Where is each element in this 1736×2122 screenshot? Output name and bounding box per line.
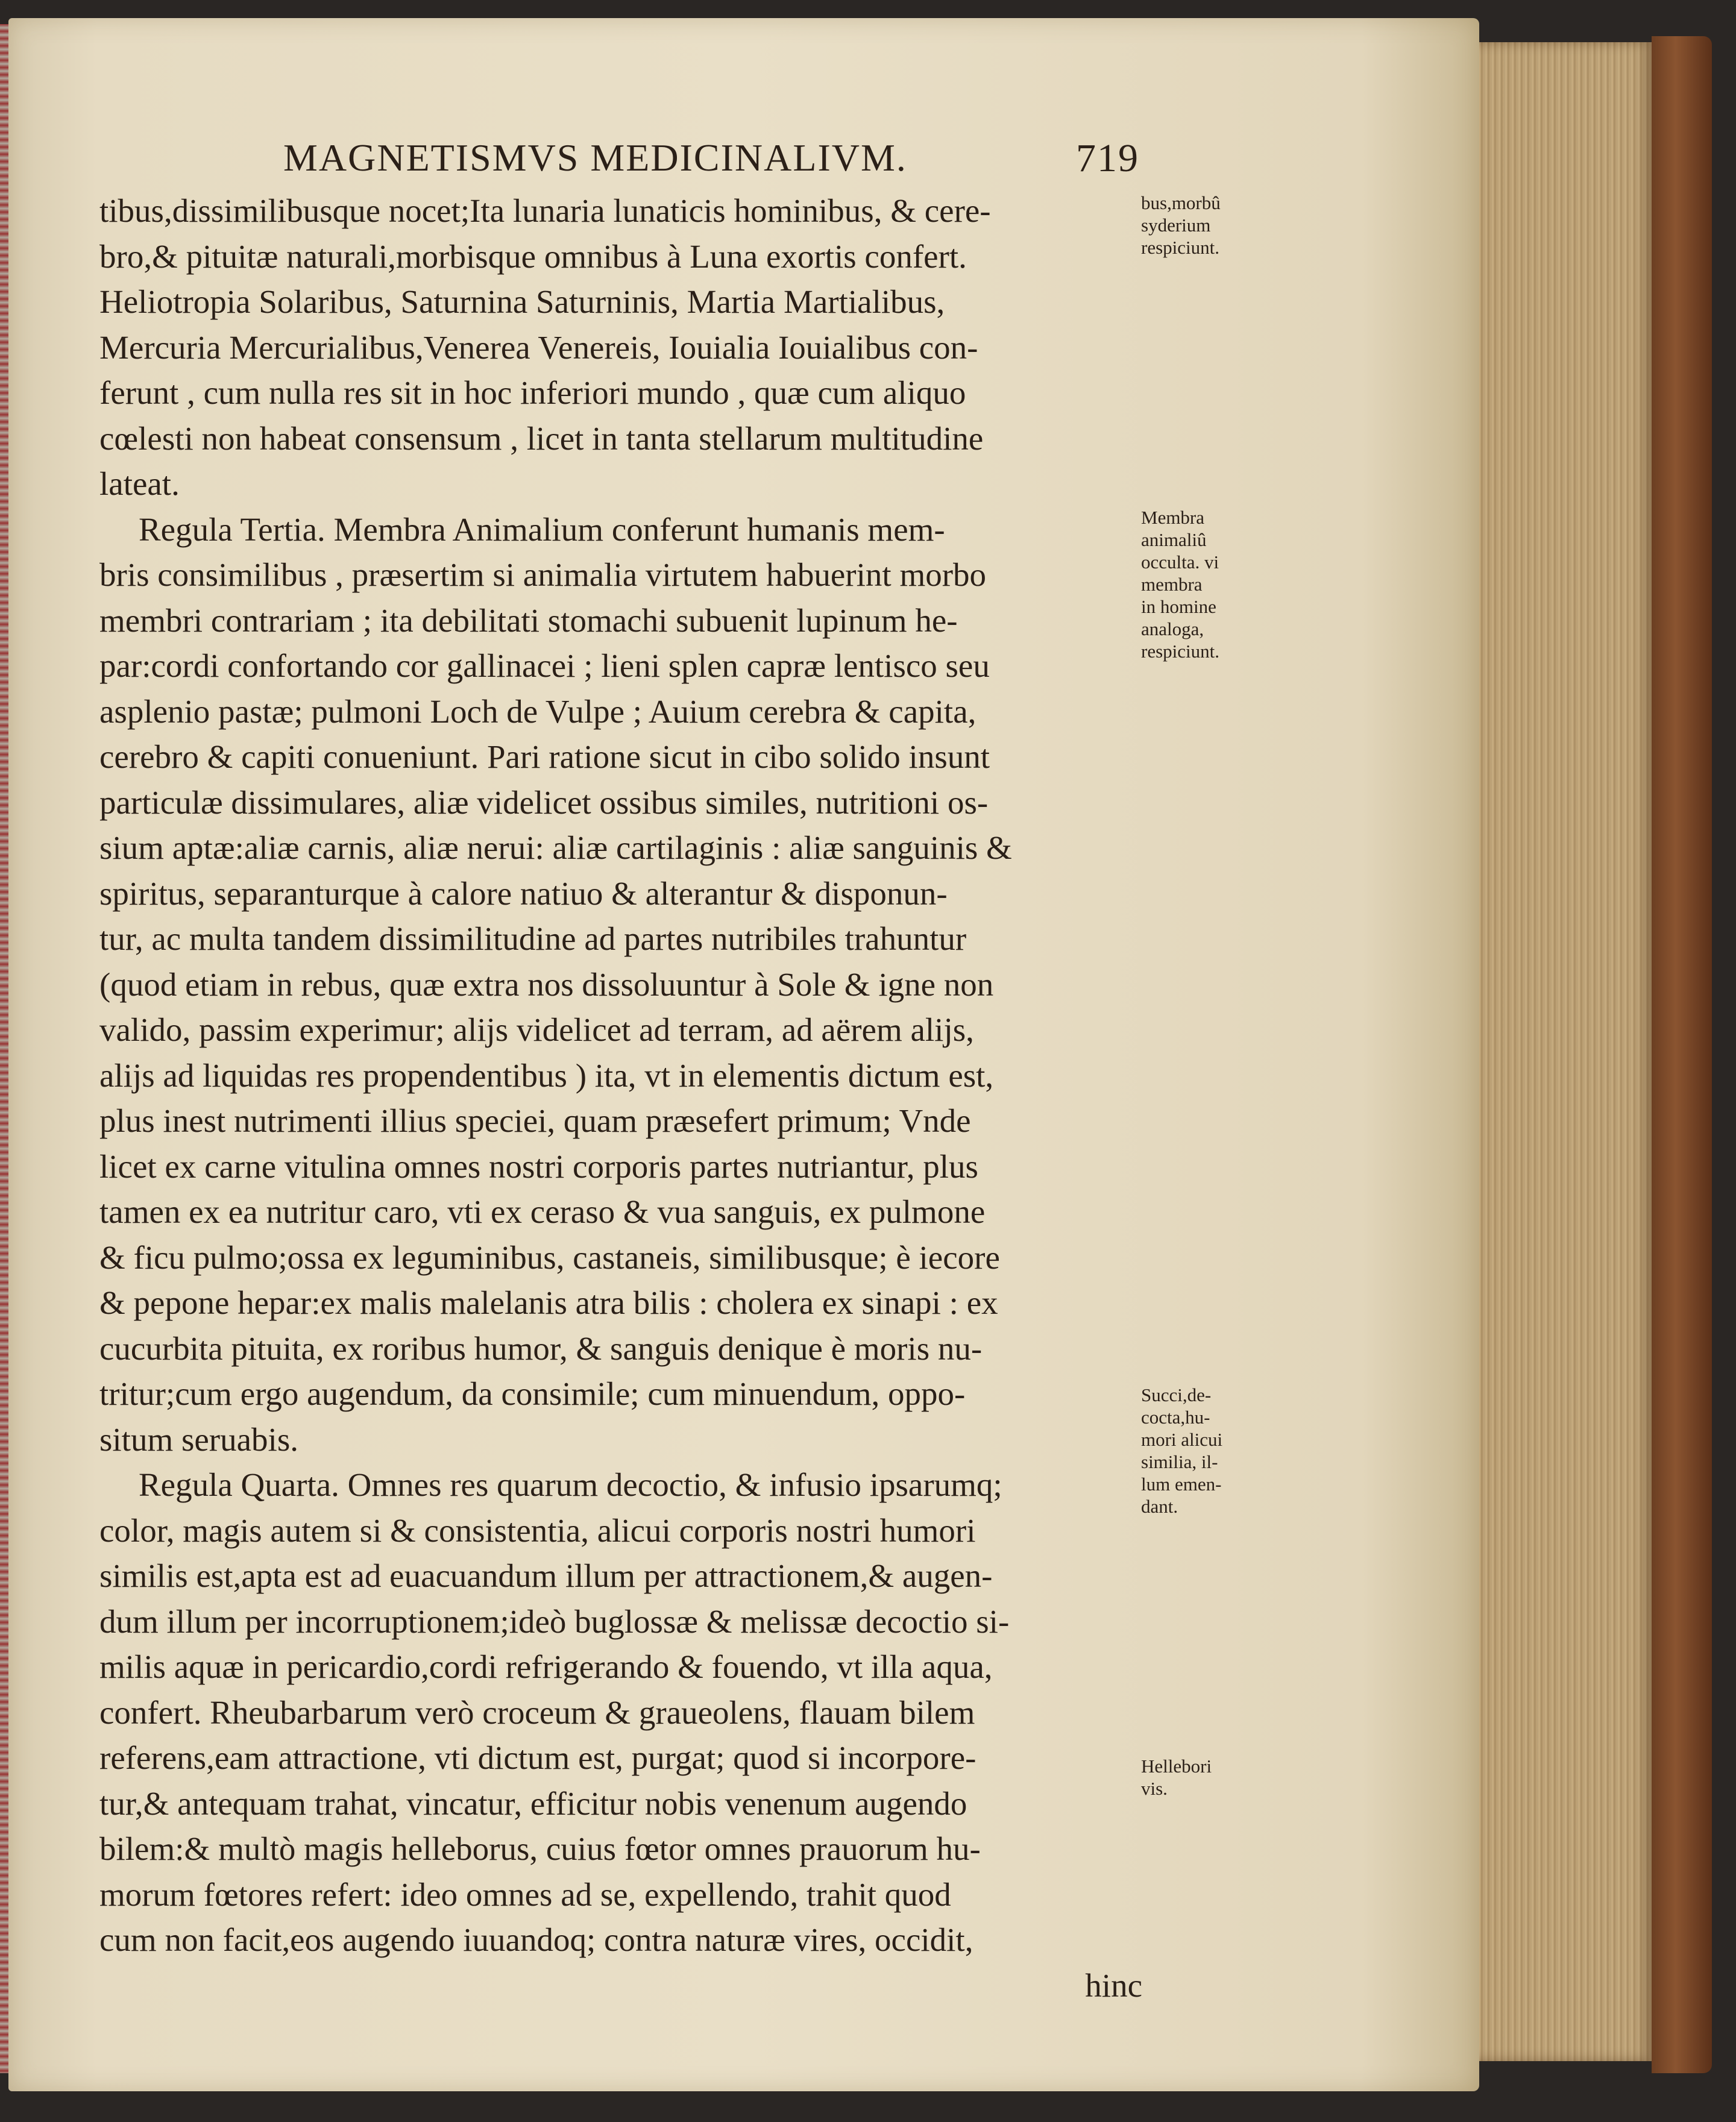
margin-note-4 xyxy=(1141,1755,1292,1800)
text-line: spiritus, separanturque à calore natiuo & alterantur & disponun- xyxy=(99,874,948,912)
margin-note-line: membra xyxy=(1141,574,1203,595)
text-line: ferunt , cum nulla res sit in hoc inferiori mundo , quæ cum aliquo xyxy=(99,374,966,411)
margin-note-line: lum emen- xyxy=(1141,1474,1222,1495)
margin-note-line: dant. xyxy=(1141,1496,1178,1517)
text-line: tibus,dissimilibusque nocet;Ita lunaria lunaticis hominibus, & cere- xyxy=(99,192,991,229)
margin-note-line: Membra xyxy=(1141,507,1205,528)
catchword: hinc xyxy=(1085,1967,1142,2004)
text-line: similis est,apta est ad euacuandum illum per attractionem,& augen- xyxy=(99,1557,993,1594)
text-line: Regula Quarta. Omnes res quarum decoctio, & infusio ipsarumq; xyxy=(139,1466,1002,1503)
book-cover-edge xyxy=(1652,36,1712,2073)
text-line: membri contrariam ; ita debilitati stomachi subuenit lupinum he- xyxy=(99,601,958,639)
margin-note-line: in homine xyxy=(1141,596,1216,617)
margin-note-line: analoga, xyxy=(1141,618,1204,639)
text-line: cucurbita pituita, ex roribus humor, & sanguis denique è moris nu- xyxy=(99,1329,983,1367)
text-line: bilem:& multò magis helleborus, cuius fœtor omnes prauorum hu- xyxy=(99,1830,981,1867)
text-line: dum illum per incorruptionem;ideò buglossæ & melissæ decoctio si- xyxy=(99,1602,1010,1640)
running-head: MAGNETISMVS MEDICINALIVM. xyxy=(283,136,907,179)
margin-note-line: respiciunt. xyxy=(1141,237,1219,258)
margin-note-line: animaliû xyxy=(1141,529,1207,550)
margin-note-3 xyxy=(1141,1384,1292,1518)
text-line: tritur;cum ergo augendum, da consimile; cum minuendum, oppo- xyxy=(99,1375,966,1412)
page-number: 719 xyxy=(1076,136,1139,180)
margin-note-line: bus,morbû xyxy=(1141,192,1221,213)
text-line: tur,& antequam trahat, vincatur, efficitur nobis venenum augendo xyxy=(99,1785,967,1822)
main-text-block xyxy=(99,188,1142,2008)
text-line: & ficu pulmo;ossa ex leguminibus, castaneis, similibusque; è iecore xyxy=(99,1238,1000,1276)
text-line: morum fœtores refert: ideo omnes ad se, expellendo, trahit quod xyxy=(99,1876,951,1913)
page-edges xyxy=(1471,42,1652,2061)
text-line: asplenio pastæ; pulmoni Loch de Vulpe ; Auium cerebra & capita, xyxy=(99,692,976,730)
text-line: Regula Tertia. Membra Animalium conferunt humanis mem- xyxy=(139,510,945,548)
margin-note-2 xyxy=(1141,506,1292,662)
text-line: plus inest nutrimenti illius speciei, quam præsefert primum; Vnde xyxy=(99,1102,971,1139)
text-line: sium aptæ:aliæ carnis, aliæ nerui: aliæ cartilaginis : aliæ sanguinis & xyxy=(99,829,1012,866)
margin-note-1 xyxy=(1141,192,1292,259)
text-line: particulæ dissimulares, aliæ videlicet ossibus similes, nutritioni os- xyxy=(99,783,989,821)
text-line: cerebro & capiti conueniunt. Pari ratione sicut in cibo solido insunt xyxy=(99,738,990,775)
text-line: bro,& pituitæ naturali,morbisque omnibus à Luna exortis confert. xyxy=(99,237,967,275)
text-line: color, magis autem si & consistentia, alicui corporis nostri humori xyxy=(99,1511,976,1549)
text-line: Mercuria Mercurialibus,Venerea Venereis, Iouialia Iouialibus con- xyxy=(99,328,978,366)
text-line: referens,eam attractione, vti dictum est, purgat; quod si incorpore- xyxy=(99,1739,976,1776)
text-line: licet ex carne vitulina omnes nostri corporis partes nutriantur, plus xyxy=(99,1147,978,1185)
margin-note-line: respiciunt. xyxy=(1141,641,1219,662)
text-line: alijs ad liquidas res propendentibus ) ita, vt in elementis dictum est, xyxy=(99,1056,994,1094)
text-line: lateat. xyxy=(99,465,180,502)
text-line: cum non facit,eos augendo iuuandoq; contra naturæ vires, occidit, xyxy=(99,1921,973,1958)
margin-note-line: syderium xyxy=(1141,215,1211,236)
text-line: confert. Rheubarbarum verò croceum & graueolens, flauam bilem xyxy=(99,1694,975,1731)
text-line: tur, ac multa tandem dissimilitudine ad partes nutribiles trahuntur xyxy=(99,920,967,957)
margin-note-line: Hellebori xyxy=(1141,1756,1212,1777)
text-line: (quod etiam in rebus, quæ extra nos dissoluuntur à Sole & igne non xyxy=(99,965,994,1003)
text-line: situm seruabis. xyxy=(99,1420,298,1458)
text-line: & pepone hepar:ex malis malelanis atra bilis : cholera ex sinapi : ex xyxy=(99,1284,998,1321)
text-line: tamen ex ea nutritur caro, vti ex ceraso & vua sanguis, ex pulmone xyxy=(99,1193,986,1230)
margin-note-line: mori alicui xyxy=(1141,1429,1223,1450)
margin-note-line: similia, il- xyxy=(1141,1451,1218,1472)
text-line: valido, passim experimur; alijs videlicet ad terram, ad aërem alijs, xyxy=(99,1011,974,1048)
text-line: bris consimilibus , præsertim si animalia virtutem habuerint morbo xyxy=(99,556,987,593)
text-line: Heliotropia Solaribus, Saturnina Saturninis, Martia Martialibus, xyxy=(99,283,945,320)
text-line: milis aquæ in pericardio,cordi refrigerando & fouendo, vt illa aqua, xyxy=(99,1648,993,1685)
margin-note-line: cocta,hu- xyxy=(1141,1407,1210,1428)
margin-note-line: vis. xyxy=(1141,1778,1168,1799)
margin-note-line: Succi,de- xyxy=(1141,1384,1212,1405)
margin-note-line: occulta. vi xyxy=(1141,551,1219,573)
text-line: par:cordi confortando cor gallinacei ; lieni splen capræ lentisco seu xyxy=(99,647,990,684)
text-line: cœlesti non habeat consensum , licet in tanta stellarum multitudine xyxy=(99,419,984,457)
page-header xyxy=(283,136,1139,190)
